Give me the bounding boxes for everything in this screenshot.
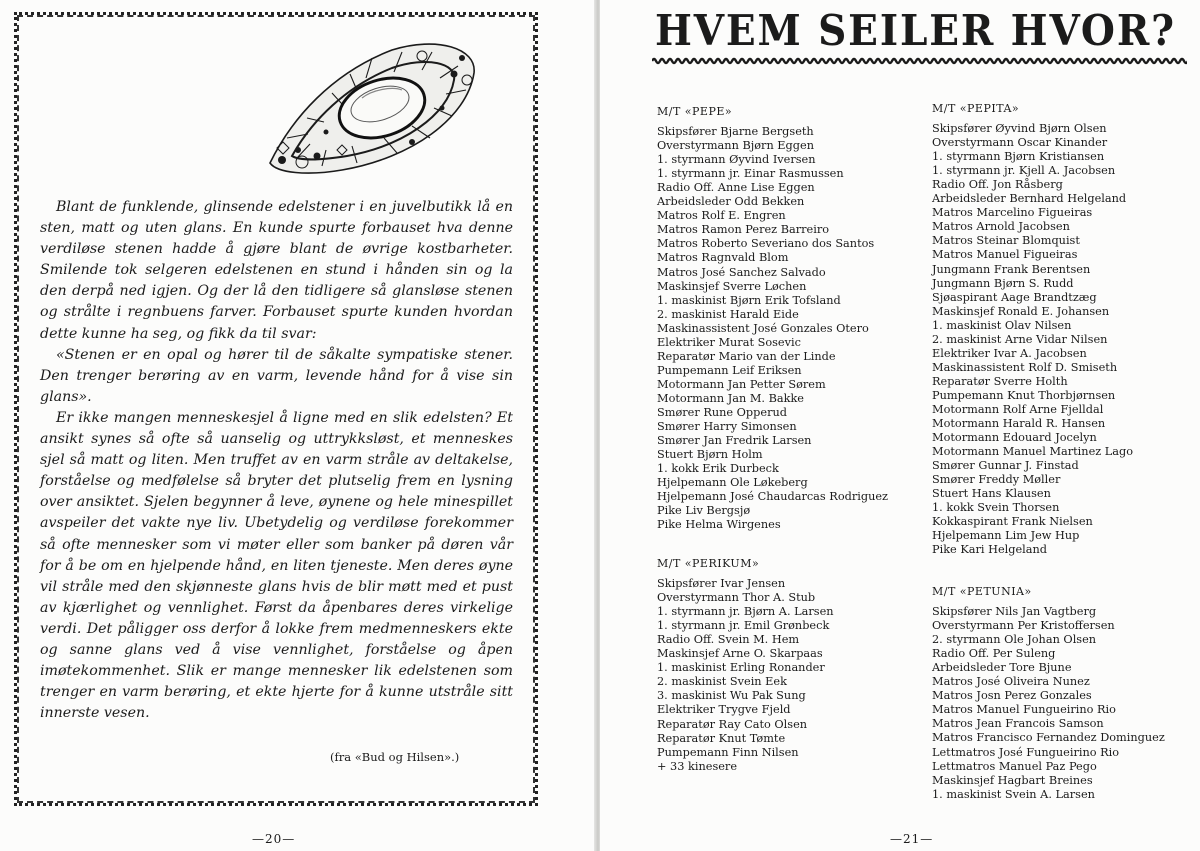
crew-list	[932, 605, 1165, 802]
crew-member: Motormann Manuel Martinez Lago	[932, 445, 1134, 459]
crew-member: Stuert Hans Klausen	[932, 487, 1051, 501]
ship-name: M/T «PEPITA»	[932, 102, 1020, 115]
crew-list	[932, 122, 1133, 557]
opal-brooch-illustration	[262, 38, 482, 178]
crew-member: + 33 kinesere	[657, 759, 738, 773]
crew-member: Radio Off. Per Suleng	[932, 647, 1056, 661]
crew-member: Overstyrmann Oscar Kinander	[932, 136, 1108, 150]
crew-member: Matros José Sanchez Salvado	[657, 265, 826, 279]
crew-member: Maskinsjef Ronald E. Johansen	[932, 304, 1110, 318]
crew-member: 1. maskinist Erling Ronander	[657, 661, 825, 675]
crew-member: Arbeidsleder Odd Bekken	[657, 195, 805, 209]
story-paragraph: «Stenen er en opal og hører til de såkalte sympatiske stener. Den trenger berøring av en varm, levende hånd for å vise sin glans».	[40, 346, 513, 405]
crew-member: Smører Jan Fredrik Larsen	[657, 434, 812, 448]
crew-member: Pumpemann Knut Thorbjørnsen	[932, 388, 1116, 402]
crew-member: Pumpemann Finn Nilsen	[657, 745, 799, 759]
crew-member: Jungmann Frank Berentsen	[932, 262, 1091, 276]
crew-member: Sjøaspirant Aage Brandtzæg	[932, 290, 1097, 304]
opal-story-text	[40, 197, 513, 724]
crew-member: Skipsfører Nils Jan Vagtberg	[932, 605, 1097, 619]
crew-member: 1. styrmann jr. Einar Rasmussen	[657, 167, 844, 181]
crew-member: Smører Rune Opperud	[657, 405, 787, 419]
page-number-left: —20—	[252, 832, 296, 846]
crew-member: Arbeidsleder Bernhard Helgeland	[932, 192, 1127, 206]
crew-member: Reparatør Knut Tømte	[657, 731, 786, 745]
crew-member: Matros Ramon Perez Barreiro	[657, 223, 830, 237]
crew-member: Pike Kari Helgeland	[932, 543, 1048, 557]
crew-member: Maskinsjef Sverre Løchen	[657, 279, 807, 293]
crew-member: Elektriker Trygve Fjeld	[657, 703, 791, 717]
crew-member: Skipsfører Ivar Jensen	[657, 577, 786, 591]
crew-member: Maskinsjef Hagbart Breines	[932, 773, 1093, 787]
crew-member: Motormann Edouard Jocelyn	[932, 431, 1097, 445]
crew-member: Pumpemann Leif Eriksen	[657, 363, 802, 377]
crew-member: Matros Francisco Fernandez Dominguez	[932, 731, 1165, 745]
crew-member: Smører Harry Simonsen	[657, 420, 797, 434]
wavy-line-divider	[652, 56, 1187, 66]
ship-section-petunia	[932, 585, 1165, 802]
crew-member: Lettmatros José Fungueirino Rio	[932, 745, 1120, 759]
crew-member: Hjelpemann Lim Jew Hup	[932, 529, 1080, 543]
crew-member: 1. styrmann Øyvind Iversen	[657, 153, 816, 167]
crew-member: Overstyrmann Bjørn Eggen	[657, 139, 814, 153]
crew-member: Elektriker Murat Sosevic	[657, 335, 801, 349]
crew-member: Skipsfører Bjarne Bergseth	[657, 125, 814, 139]
crew-member: Smører Freddy Møller	[932, 473, 1061, 487]
crew-member: Matros Josn Perez Gonzales	[932, 689, 1092, 703]
crew-member: Arbeidsleder Tore Bjune	[932, 661, 1072, 675]
crew-member: Matros José Oliveira Nunez	[932, 675, 1090, 689]
crew-member: 1. styrmann jr. Bjørn A. Larsen	[657, 605, 834, 619]
crew-member: Smører Gunnar J. Finstad	[932, 459, 1079, 473]
crew-member: 2. maskinist Svein Eek	[657, 675, 787, 689]
crew-member: 1. maskinist Svein A. Larsen	[932, 787, 1095, 801]
page-number-right: —21—	[890, 832, 934, 846]
story-paragraph: Blant de funklende, glinsende edelstener i en juvelbutikk lå en sten, matt og uten glans. En kunde spurte forbauset hva denne verdiløse stenen hadde å gjøre blant de øvrige kostbarheter. Smilende tok selgeren edelstenen en stund i hånden sin og la den derpå ned igjen. Og der lå den tidligere så glansløse stenen og strålte i regnbuens farver. Forbauset spurte kunden hvordan dette kunne ha seg, og fikk da til svar:	[40, 199, 513, 342]
left-page	[0, 0, 597, 851]
crew-list	[657, 577, 834, 774]
crew-member: 1. styrmann jr. Emil Grønbeck	[657, 619, 830, 633]
crew-member: Matros Jean Francois Samson	[932, 717, 1104, 731]
crew-member: Pike Helma Wirgenes	[657, 518, 781, 532]
crew-member: Lettmatros Manuel Paz Pego	[932, 759, 1097, 773]
crew-member: Jungmann Bjørn S. Rudd	[932, 276, 1074, 290]
crew-member: Overstyrmann Per Kristoffersen	[932, 619, 1115, 633]
crew-member: 1. kokk Erik Durbeck	[657, 462, 779, 476]
crew-member: Pike Liv Bergsjø	[657, 504, 751, 518]
crew-member: 1. styrmann Bjørn Kristiansen	[932, 150, 1105, 164]
crew-member: Matros Steinar Blomquist	[932, 234, 1080, 248]
source-attribution: (fra «Bud og Hilsen».)	[330, 750, 460, 764]
crew-member: 1. styrmann jr. Kjell A. Jacobsen	[932, 164, 1116, 178]
crew-member: 1. kokk Svein Thorsen	[932, 501, 1060, 515]
crew-member: Matros Rolf E. Engren	[657, 209, 786, 223]
crew-member: 2. maskinist Harald Eide	[657, 307, 799, 321]
crew-member: Matros Manuel Figueiras	[932, 248, 1078, 262]
crew-member: 1. maskinist Bjørn Erik Tofsland	[657, 293, 841, 307]
crew-member: Reparatør Mario van der Linde	[657, 349, 836, 363]
ship-name: M/T «PERIKUM»	[657, 557, 760, 570]
crew-member: Radio Off. Anne Lise Eggen	[657, 181, 815, 195]
ship-name: M/T «PETUNIA»	[932, 585, 1032, 598]
crew-member: Matros Roberto Severiano dos Santos	[657, 237, 875, 251]
crew-member: Reparatør Ray Cato Olsen	[657, 717, 808, 731]
crew-member: 1. maskinist Olav Nilsen	[932, 318, 1072, 332]
crew-member: Hjelpemann Ole Løkeberg	[657, 476, 808, 490]
crew-member: Maskinsjef Arne O. Skarpaas	[657, 647, 823, 661]
crew-member: Maskinassistent Rolf D. Smiseth	[932, 360, 1118, 374]
crew-member: Radio Off. Jon Råsberg	[932, 178, 1063, 192]
ship-section-perikum	[657, 557, 834, 774]
crew-member: Stuert Bjørn Holm	[657, 448, 763, 462]
crew-member: Matros Ragnvald Blom	[657, 251, 789, 265]
crew-member: Motormann Jan Petter Sørem	[657, 377, 826, 391]
crew-member: 3. maskinist Wu Pak Sung	[657, 689, 806, 703]
crew-member: Kokkaspirant Frank Nielsen	[932, 515, 1093, 529]
crew-member: Skipsfører Øyvind Bjørn Olsen	[932, 122, 1107, 136]
crew-member: Hjelpemann José Chaudarcas Rodriguez	[657, 490, 889, 504]
crew-member: Motormann Harald R. Hansen	[932, 417, 1106, 431]
ship-section-pepita	[932, 102, 1133, 558]
ship-section-pepe	[657, 105, 888, 532]
crew-member: Matros Arnold Jacobsen	[932, 220, 1070, 234]
crew-member: Motormann Rolf Arne Fjelldal	[932, 402, 1104, 416]
crew-member: 2. styrmann Ole Johan Olsen	[932, 633, 1097, 647]
page-title: HVEM SEILER HVOR?	[655, 6, 1176, 55]
crew-member: Radio Off. Svein M. Hem	[657, 633, 800, 647]
story-paragraph: Er ikke mangen menneskesjel å ligne med en slik edelsten? Et ansikt synes så ofte så uanselig og uttrykksløst, et menneskes sjel så matt og liten. Men truffet av en varm stråle av deltakelse, forståelse og medfølelse så bryter det plutselig frem en lysning over ansiktet. Sjelen begynner å leve, øynene og hele minespillet avspeiler det vakte nye liv. Ubetydelig og verdiløse forekommer så ofte mennesker som vi møter eller som banker på døren vår for å be om en hjelpende hånd, en liten tjeneste. Men deres øyne vil stråle med den skjønneste glans hvis de blir møtt med et pust av kjærlighet og vennlighet. Først da åpenbares deres virkelige verdi. Det påligger oss derfor å lokke frem medmenneskers ekte og sanne glans ved å vise vennlighet, forståelse og åpen imøtekommenhet. Slik er mange mennesker lik edelstenen som trenger en varm berøring, et ekte hjerte for å kunne utstråle sitt innerste vesen.	[40, 409, 513, 722]
crew-list	[657, 125, 888, 532]
crew-member: Elektriker Ivar A. Jacobsen	[932, 346, 1087, 360]
ship-name: M/T «PEPE»	[657, 105, 733, 118]
crew-member: Motormann Jan M. Bakke	[657, 391, 804, 405]
crew-member: Maskinassistent José Gonzales Otero	[657, 321, 869, 335]
crew-member: Reparatør Sverre Holth	[932, 374, 1068, 388]
crew-member: Overstyrmann Thor A. Stub	[657, 591, 816, 605]
crew-member: Matros Marcelino Figueiras	[932, 206, 1093, 220]
crew-member: Matros Manuel Fungueirino Rio	[932, 703, 1116, 717]
crew-member: 2. maskinist Arne Vidar Nilsen	[932, 332, 1108, 346]
